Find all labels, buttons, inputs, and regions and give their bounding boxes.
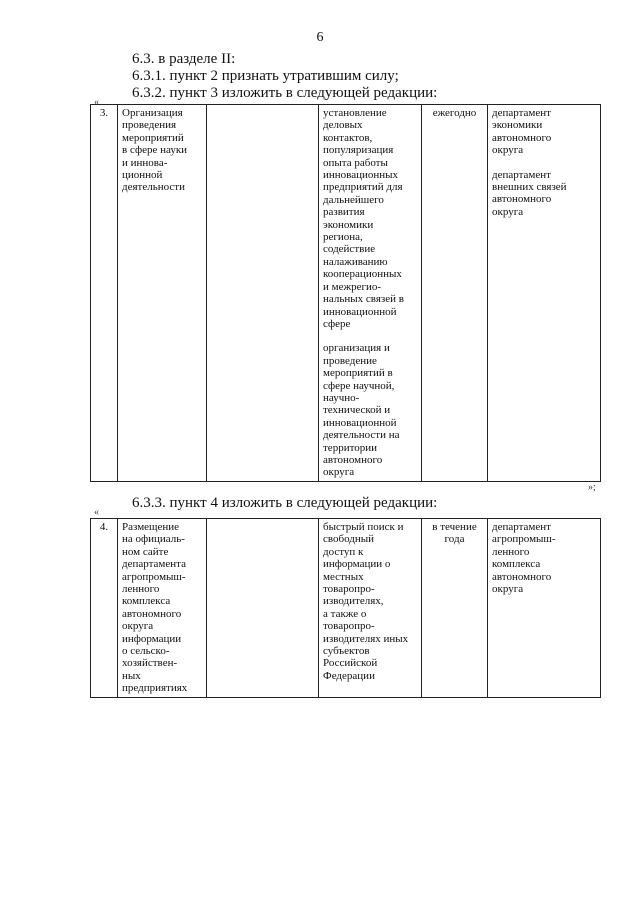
opening-quote-2: « xyxy=(94,507,99,518)
page-number: 6 xyxy=(316,30,324,45)
event-name-cell: Размещение на официаль- ном сайте департамента агропромыш- ленного комплекса автономного округа информации о сельско- хозяйствен- ных предприятиях xyxy=(118,519,207,698)
paragraph-6-3-3: 6.3.3. пункт 4 изложить в следующей редакции: xyxy=(132,495,438,511)
table-row xyxy=(91,519,601,698)
closing-quote: »; xyxy=(588,482,596,493)
paragraph-6-3-1: 6.3.1. пункт 2 признать утратившим силу; xyxy=(132,68,399,84)
empty-cell xyxy=(207,519,319,698)
row-number: 3. xyxy=(91,105,118,482)
row-number: 4. xyxy=(91,519,118,698)
result-cell: быстрый поиск и свободный доступ к информации о местных товаропро- изводителях, а также о товаропро- изводителях иных субъектов Российской Федерации xyxy=(319,519,422,698)
event-name-cell: Организация проведения мероприятий в сфере науки и иннова- ционной деятельности xyxy=(118,105,207,482)
paragraph-6-3-2: 6.3.2. пункт 3 изложить в следующей редакции: xyxy=(132,85,438,101)
executor-cell: департамент экономики автономного округа департамент внешних связей автономного округа xyxy=(488,105,601,482)
term-cell: ежегодно xyxy=(422,105,488,482)
term-cell: в течение года xyxy=(422,519,488,698)
table-item-4 xyxy=(90,518,601,698)
paragraph-6-3: 6.3. в разделе II: xyxy=(132,51,236,67)
result-cell: установление деловых контактов, популяризация опыта работы инновационных предприятий для дальнейшего развития экономики региона, содействие налаживанию кооперационных и межрегио- нальных связей в инновационной сфере организация и проведение мероприятий в сфере научной, научно- технической и инновационной деятельности на территории автономного округа xyxy=(319,105,422,482)
table-item-3 xyxy=(90,104,601,482)
opening-quote: « xyxy=(94,97,99,108)
table-row xyxy=(91,105,601,482)
executor-cell: департамент агропромыш- ленного комплекса автономного округа xyxy=(488,519,601,698)
empty-cell xyxy=(207,105,319,482)
